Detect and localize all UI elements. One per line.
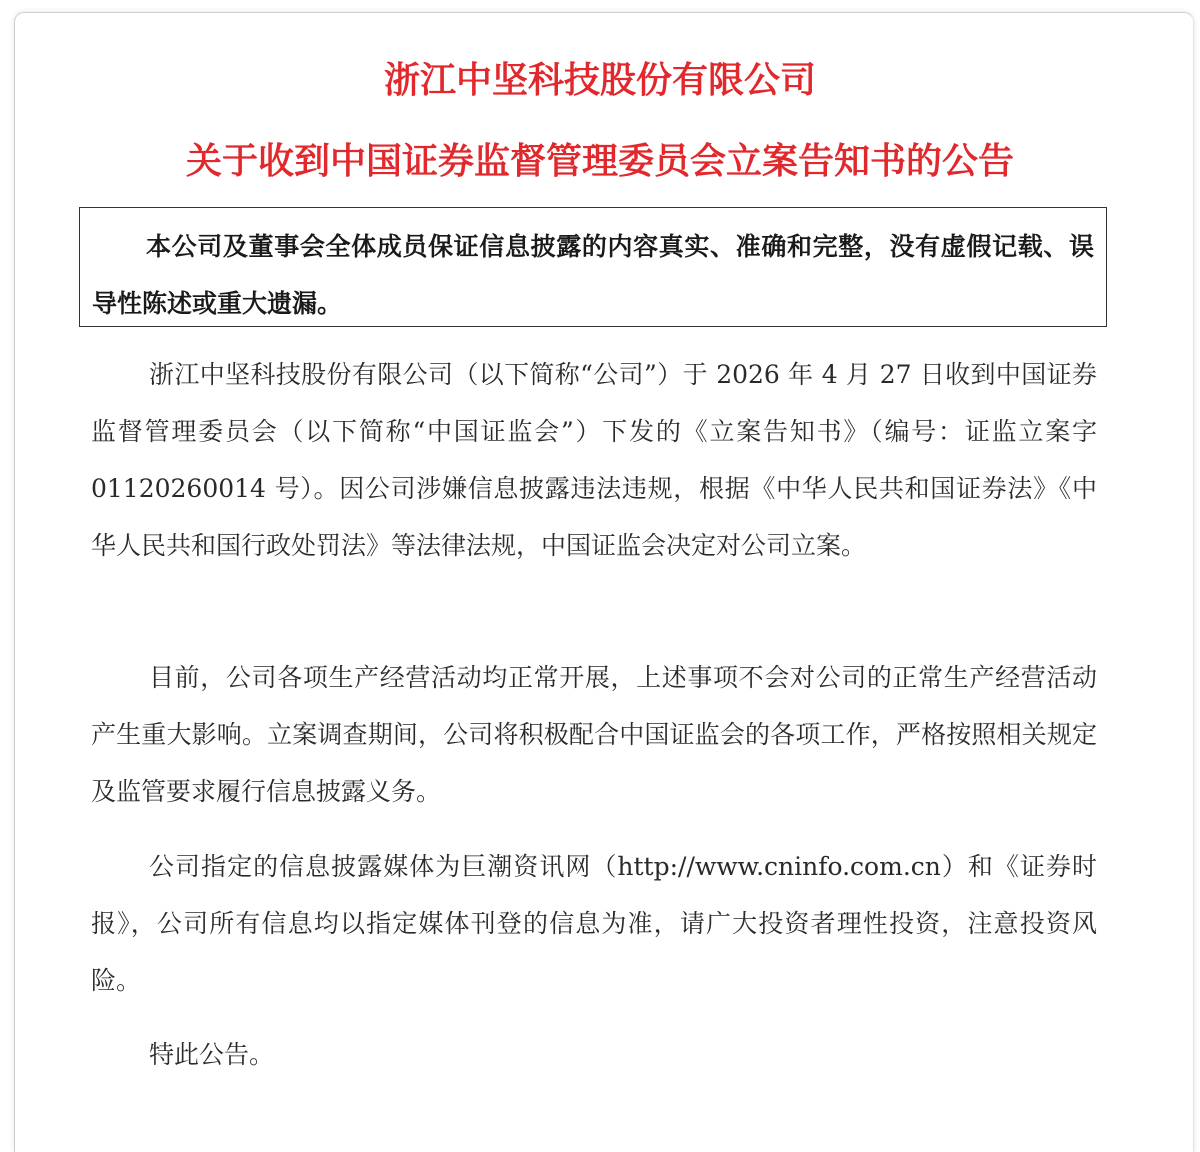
board-statement-box (79, 207, 1107, 327)
company-title: 浙江中坚科技股份有限公司 (383, 59, 816, 101)
paragraph-closing: 特此公告。 (149, 1040, 275, 1069)
paragraph-operations: 目前，公司各项生产经营活动均正常开展，上述事项不会对公司的正常生产经营活动产生重大影响。立案调查期间，公司将积极配合中国证监会的各项工作，严格按照相关规定及监管要求履行信息披露义务。 (91, 663, 1097, 806)
notice-title: 关于收到中国证券监督管理委员会立案告知书的公告 (185, 140, 1014, 182)
board-statement-text: 本公司及董事会全体成员保证信息披露的内容真实、准确和完整，没有虚假记载、误导性陈述或重大遗漏。 (92, 232, 1094, 318)
paragraph-disclosure-media: 公司指定的信息披露媒体为巨潮资讯网（http://www.cninfo.com.cn）和《证券时报》，公司所有信息均以指定媒体刊登的信息为准，请广大投资者理性投资，注意投资风险。 (91, 852, 1097, 995)
paragraph-case-filing: 浙江中坚科技股份有限公司（以下简称“公司”）于 2026 年 4 月 27 日收到中国证券监督管理委员会（以下简称“中国证监会”）下发的《立案告知书》（编号：证监立案字 01120260014 号）。因公司涉嫌信息披露违法违规，根据《中华人民共和国证券法》《中华人民共和国行政处罚法》等法律法规，中国证监会决定对公司立案。 (91, 360, 1097, 560)
